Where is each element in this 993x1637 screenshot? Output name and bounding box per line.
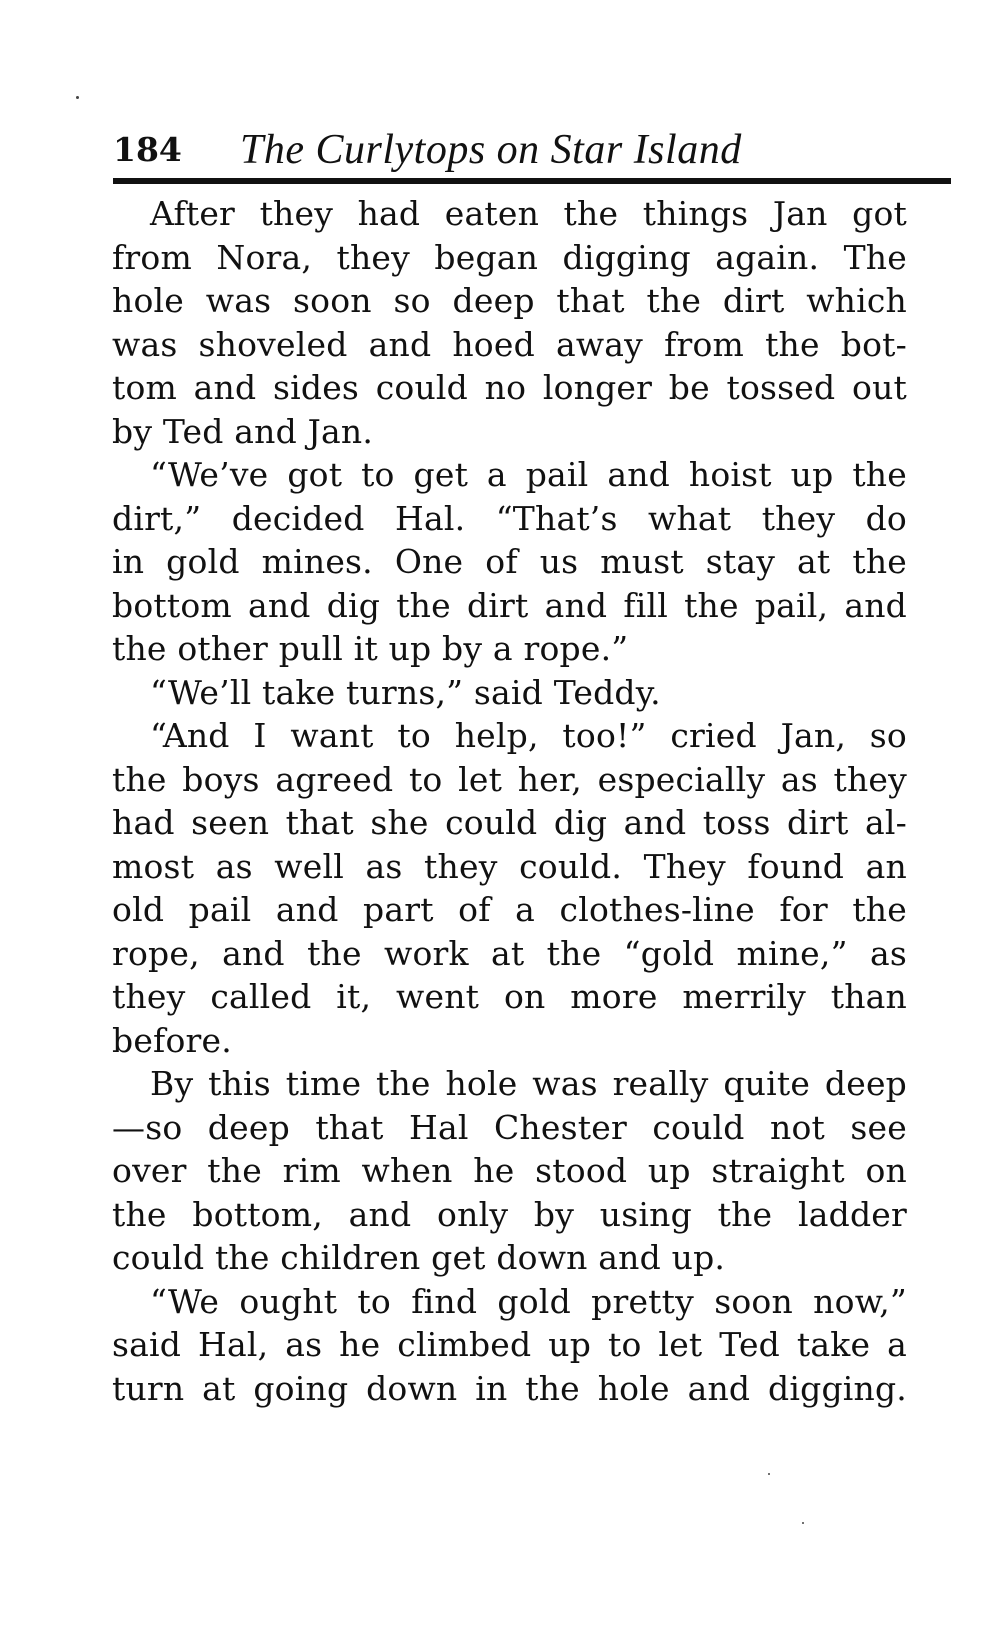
print-speck xyxy=(802,1522,804,1524)
text-line: they called it, went on more merrily than xyxy=(112,977,907,1016)
text-line: “We ought to find gold pretty soon now,” xyxy=(150,1281,907,1321)
print-speck xyxy=(768,1473,770,1475)
text-line: old pail and part of a clothes-line for the xyxy=(112,890,907,929)
header-rule xyxy=(113,178,951,184)
text-line: said Hal, as he climbed up to let Ted take a xyxy=(112,1325,907,1364)
text-line: By this time the hole was really quite deep xyxy=(150,1064,907,1103)
text-line: was shoveled and hoed away from the bot- xyxy=(112,324,907,364)
text-line: over the rim when he stood up straight on xyxy=(112,1151,907,1190)
text-line: most as well as they could. They found an xyxy=(112,846,907,886)
text-line: the boys agreed to let her, especially as they xyxy=(112,759,907,799)
text-line: —so deep that Hal Chester could not see xyxy=(112,1107,907,1147)
text-line: from Nora, they began digging again. The xyxy=(112,237,907,277)
text-line: could the children get down and up. xyxy=(112,1238,726,1277)
print-speck xyxy=(76,96,79,99)
page-header xyxy=(113,126,953,176)
text-line: the other pull it up by a rope.” xyxy=(112,629,629,668)
text-line: dirt,” decided Hal. “That’s what they do xyxy=(112,498,907,538)
text-line: “And I want to help, too!” cried Jan, so xyxy=(150,716,907,755)
body-text xyxy=(112,192,907,1410)
text-line: had seen that she could dig and toss dirt al- xyxy=(112,803,907,842)
text-line: “We’ve got to get a pail and hoist up the xyxy=(150,455,907,494)
text-line: turn at going down in the hole and digging. xyxy=(112,1368,907,1408)
text-line: bottom and dig the dirt and fill the pail, and xyxy=(112,585,907,625)
text-line: rope, and the work at the “gold mine,” as xyxy=(112,933,907,973)
running-title: The Curlytops on Star Island xyxy=(240,127,742,173)
text-line: “We’ll take turns,” said Teddy. xyxy=(150,672,661,712)
text-line: in gold mines. One of us must stay at the xyxy=(112,542,907,581)
text-line: tom and sides could no longer be tossed out xyxy=(112,368,907,407)
text-line: After they had eaten the things Jan got xyxy=(150,194,907,233)
text-line: the bottom, and only by using the ladder xyxy=(112,1194,907,1234)
text-line: before. xyxy=(112,1020,232,1060)
text-line: hole was soon so deep that the dirt which xyxy=(112,281,907,320)
text-line: by Ted and Jan. xyxy=(112,411,374,451)
page-number: 184 xyxy=(113,130,182,169)
